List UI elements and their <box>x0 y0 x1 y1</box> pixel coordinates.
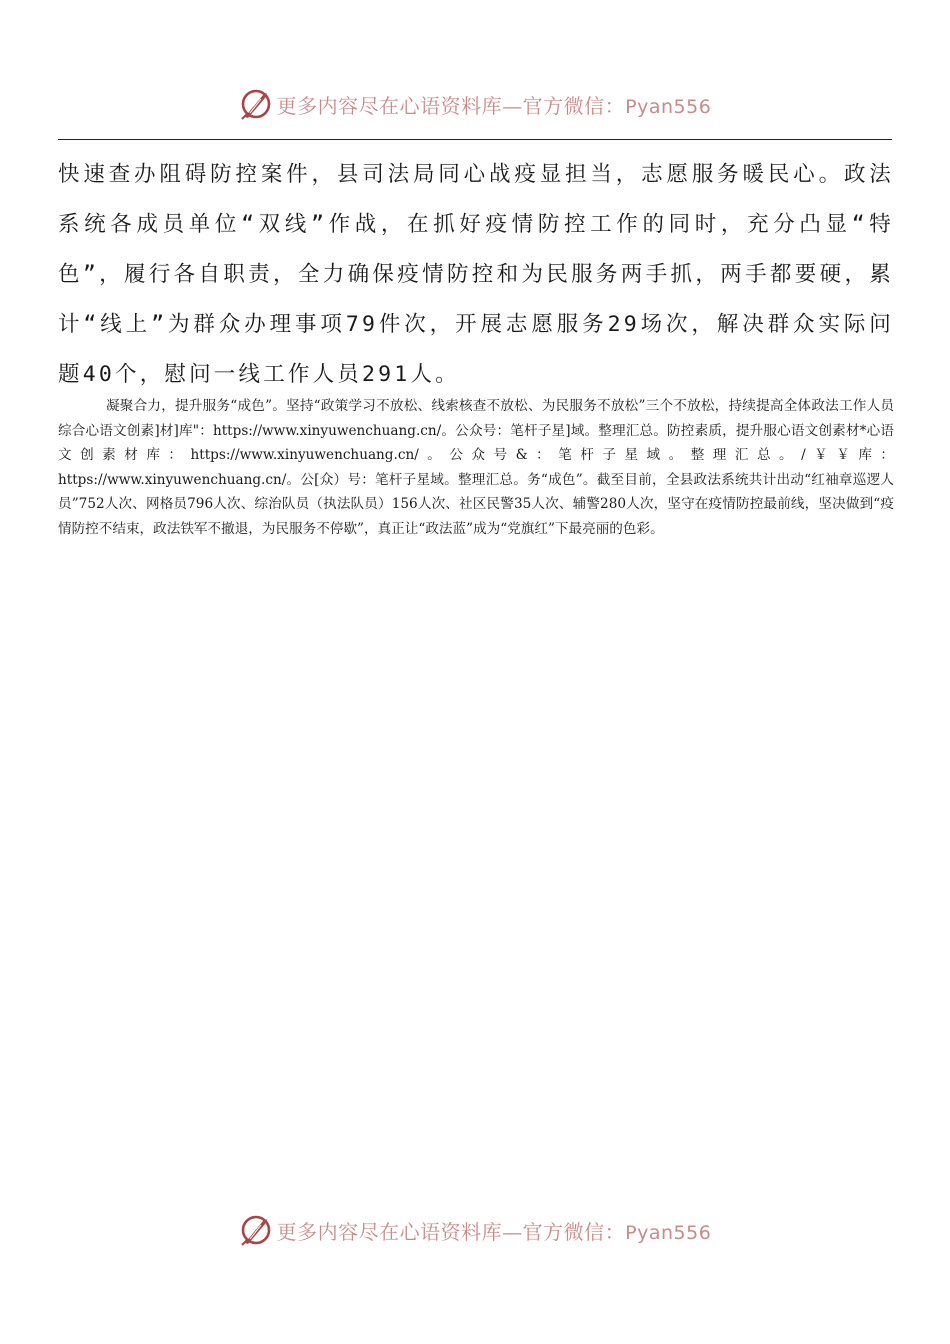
header-slogan: 更多内容尽在心语资料库—官方微信： <box>276 93 626 118</box>
quill-logo-icon <box>239 87 273 121</box>
footer-wechat-handle: Pyan556 <box>625 1221 712 1244</box>
header-divider <box>58 139 892 140</box>
quill-logo-icon <box>239 1213 273 1247</box>
header-text <box>277 90 712 119</box>
footer-slogan: 更多内容尽在心语资料库—官方微信： <box>276 1219 626 1244</box>
body-paragraph-2: 凝聚合力，提升服务“成色”。坚持“政策学习不放松、线索核查不放松、为民服务不放松”三个不放松，持续提高全体政法工作人员综合心语文创素]材]库"：https://www.xinyuwenchuang.cn/。公众号：笔杆子星]域。整理汇总。防控素质，提升服心语文创素材*心语文创素材库：https://www.xinyuwenchuang.cn/。公众号&：笔杆子星域。整理汇总。/￥￥库：https://www.xinyuwenchuang.cn/。公[众）号：笔杆子星域。整理汇总。务“成色”。截至目前，全县政法系统共计出动“红袖章巡逻人员”752人次、网格员796人次、综治队员（执法队员）156人次、社区民警35人次、辅警280人次，坚守在疫情防控最前线，坚决做到“疫情防控不结束，政法铁军不撤退，为民服务不停歇”，真正让“政法蓝”成为“党旗红”下最亮丽的色彩。 <box>58 398 894 537</box>
header-wechat-handle: Pyan556 <box>625 95 712 118</box>
header-banner <box>0 84 950 124</box>
footer-text <box>277 1216 712 1245</box>
footer-banner <box>0 1210 950 1250</box>
body-paragraph-1: 快速查办阻碍防控案件，县司法局同心战疫显担当，志愿服务暖民心。政法系统各成员单位“双线”作战，在抓好疫情防控工作的同时，充分凸显“特色”，履行各自职责，全力确保疫情防控和为民服务两手抓，两手都要硬，累计“线上”为群众办理事项79件次，开展志愿服务29场次，解决群众实际问题40个，慰问一线工作人员291人。 <box>58 162 894 387</box>
